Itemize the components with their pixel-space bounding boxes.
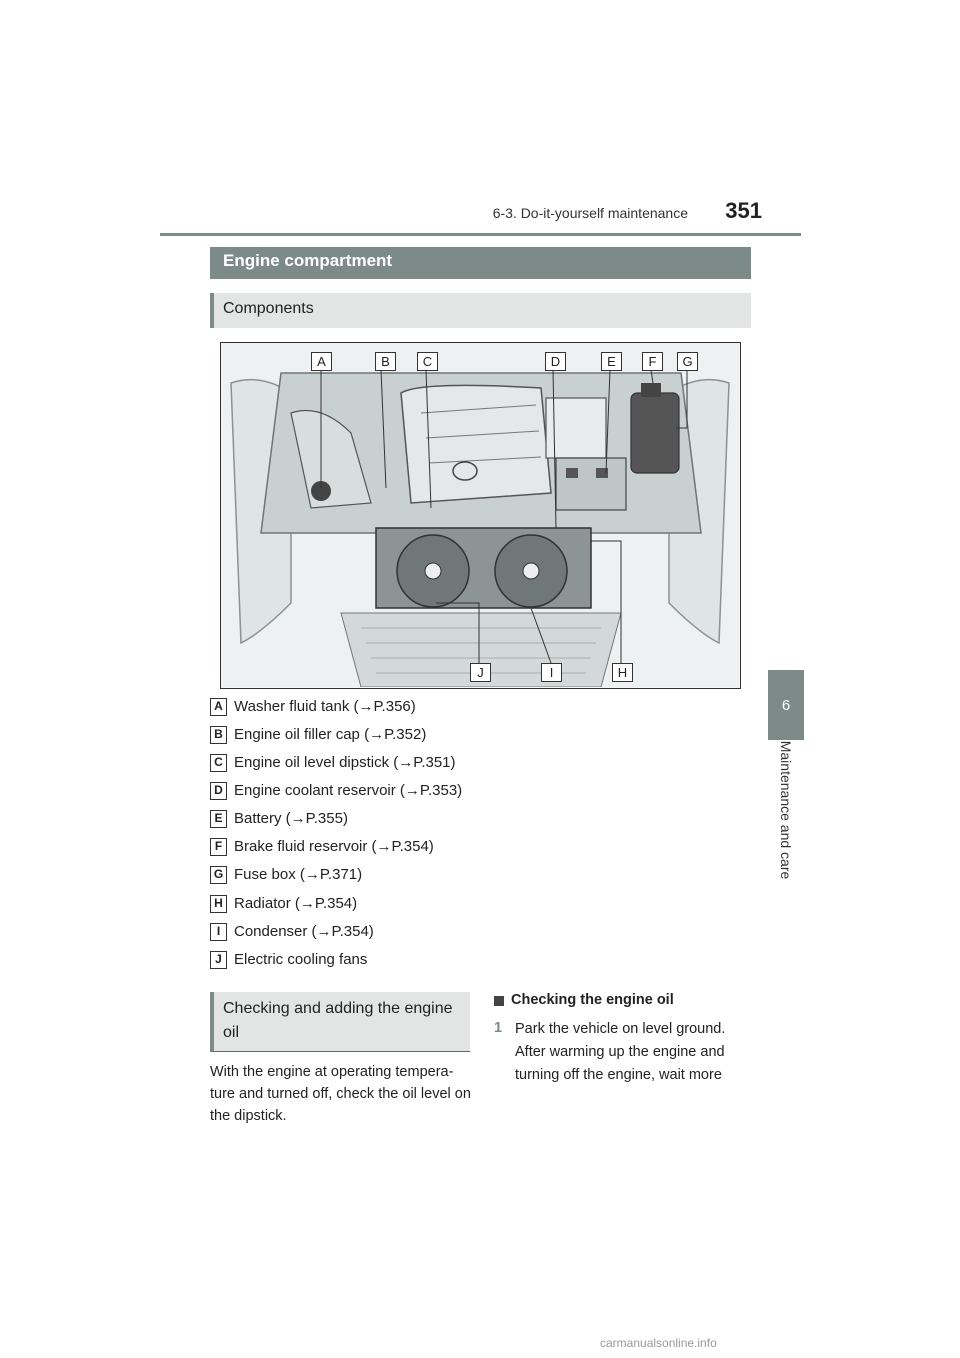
page-number: 351 [725, 198, 762, 223]
callout-f: F [642, 352, 663, 371]
component-text: Electric cooling fans [234, 951, 368, 968]
component-letter: G [210, 866, 227, 884]
step-number: 1 [494, 1020, 503, 1036]
callout-e: E [601, 352, 622, 371]
component-text: Brake fluid reservoir (→P.354) [234, 838, 434, 855]
header-section-title: 6-3. Do-it-yourself maintenance [492, 205, 688, 221]
callout-i: I [541, 663, 562, 682]
chapter-number: 6 [781, 697, 791, 714]
step-text: Park the vehicle on level ground. After warming up the engine and turning off the engine, wait more [515, 1021, 726, 1083]
component-letter: J [210, 951, 227, 969]
subsection-title: Components [223, 300, 314, 317]
header-rule [160, 233, 801, 236]
chapter-label-text: Maintenance and care [778, 740, 794, 880]
component-letter: E [210, 810, 227, 828]
callout-d: D [545, 352, 566, 371]
component-text: Engine oil filler cap (→P.352) [234, 726, 427, 743]
callout-b: B [375, 352, 396, 371]
engine-illustration [221, 343, 739, 687]
callout-j: J [470, 663, 491, 682]
callout-a: A [311, 352, 332, 371]
component-text: Condenser (→P.354) [234, 923, 374, 940]
component-letter: B [210, 726, 227, 744]
component-text: Engine coolant reservoir (→P.353) [234, 782, 463, 799]
component-letter: D [210, 782, 227, 800]
component-letter: F [210, 838, 227, 856]
check-oil-title: Checking the engine oil [511, 992, 674, 1008]
component-text: Washer fluid tank (→P.356) [234, 698, 416, 715]
engine-compartment-figure [220, 342, 741, 689]
callout-c: C [417, 352, 438, 371]
component-letter: A [210, 698, 227, 716]
component-text: Radiator (→P.354) [234, 895, 358, 912]
component-letter: H [210, 895, 227, 913]
component-text: Battery (→P.355) [234, 810, 348, 827]
callout-g: G [677, 352, 698, 371]
callout-h: H [612, 663, 633, 682]
section-title: Engine compartment [223, 251, 393, 270]
component-letter: C [210, 754, 227, 772]
component-text: Engine oil level dipstick (→P.351) [234, 754, 456, 771]
oil-section-body: With the engine at operating tempera-ture and turned off, check the oil level on the dipstick. [210, 1064, 471, 1124]
component-text: Fuse box (→P.371) [234, 866, 363, 883]
component-letter: I [210, 923, 227, 941]
watermark: carmanualsonline.info [600, 1336, 717, 1350]
oil-section-title: Checking and adding the engine oil [223, 1000, 453, 1041]
square-bullet-icon [494, 996, 504, 1006]
